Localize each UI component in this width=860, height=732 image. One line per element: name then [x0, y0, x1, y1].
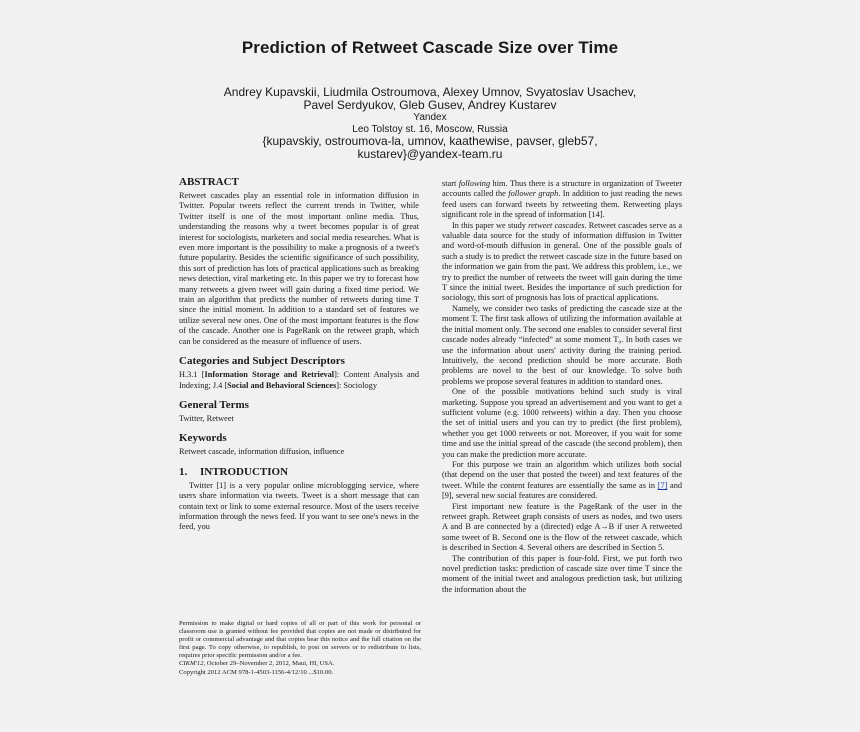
- right-paragraph-5: For this purpose we train an algorithm which utilizes both social (that depend on the user that posted the tweet) and text features of the tweet. While the content features are essentially the same as in [7] and [9], several new social features are considered.: [442, 459, 682, 501]
- emails-line-1: {kupavskiy, ostroumova-la, umnov, kaathewise, pavser, gleb57,: [262, 134, 598, 148]
- authors-line-1: Andrey Kupavskii, Liudmila Ostroumova, Alexey Umnov, Svyatoslav Usachev,: [223, 85, 637, 99]
- right-paragraph-6: First important new feature is the PageRank of the user in the retweet graph. Retweet graph consists of users as nodes, and two users A and B are connected by a (directed) edge A→B if user A retweeted some tweet of B. Second one is the flow of the retweet cascade, which is described in Section 4. Several others are described in Section 5.: [442, 501, 682, 553]
- right-paragraph-7: The contribution of this paper is four-fold. First, we put forth two novel prediction tasks: prediction of cascade size over time T since the moment of the initial tweet and analogous prediction task, but utilizing the information about the: [442, 553, 682, 594]
- author-block: [0, 86, 860, 161]
- right-paragraph-1: start following him. Thus there is a structure in organization of Tweeter accounts called the follower graph. In addition to just reading the news feed users can forward tweets by retweeting them. Retweeting plays significant role in the spread of information [14].: [442, 179, 683, 220]
- introduction-paragraph-1: Twitter [1] is a very popular online microblogging service, where users share information via tweets. Tweet is a short message that can contain text or link to some external resource. Most of the users receive information through the news feed. If you want to see one's news in the feed, you: [179, 480, 419, 532]
- emails-line-2: kustarev}@yandex-team.ru: [357, 147, 503, 161]
- categories-text: H.3.1 [Information Storage and Retrieval]: Content Analysis and Indexing; J.4 [Social and Behavioral Sciences]: Sociology: [179, 370, 420, 390]
- affiliation: Yandex: [413, 112, 447, 123]
- abstract-heading: ABSTRACT: [179, 176, 239, 188]
- right-paragraph-2: In this paper we study retweet cascades. Retweet cascades serve as a valuable data source for the study of information diffusion in Twitter and word-of-mouth diffusion in general. One of the possible goals of such a study is to predict the retweet cascade size in the future based on the information we gain from the past. We address this problem, i.e., we try to predict the number of retweets the tweet will gain during the time T since the initial tweet. Besides the importance of such prediction for sociology, this sort of prognosis has lots of practical applications.: [442, 220, 682, 303]
- general-terms-text: Twitter, Retweet: [179, 413, 234, 423]
- permission-footnote: [179, 620, 421, 677]
- categories-heading: Categories and Subject Descriptors: [179, 355, 345, 368]
- right-paragraph-4: One of the possible motivations behind such study is viral marketing. Suppose you spread an advertisement and you want to get a sufficient volume (e.g. 1000 retweets) within a day. Then you choose the set of initial users and you can try to predict (the first problem), whether you get 1000 retweets or not. Moreover, if you wait for some time and use the initial spread of the cascade (the second problem), then you can make the prediction more accurate.: [442, 387, 682, 459]
- copyright-line: Copyright 2012 ACM 978-1-4503-1156-4/12/10 ...$10.00.: [179, 668, 334, 676]
- right-paragraph-3: Namely, we consider two tasks of predicting the cascade size at the moment T. The first task allows of utilizing the information available at the initial moment only. The second one enables to consider several first cascade nodes already “infected” at some moment T₀. In both cases we use the information about users' activity during the training period. Intuitively, the second prediction should be more accurate. Both problems are novel to the best of our knowledge. To solve both problems we propose several features in addition to standard ones.: [442, 303, 682, 386]
- authors-line-2: Pavel Serdyukov, Gleb Gusev, Andrey Kustarev: [303, 98, 557, 112]
- right-column: [442, 179, 682, 595]
- left-column: [179, 176, 419, 533]
- conference-line: CIKM'12, October 29–November 2, 2012, Maui, HI, USA.: [179, 660, 335, 668]
- permission-text: Permission to make digital or hard copies of all or part of this work for personal or classroom use is granted without fee provided that copies are not made or distributed for profit or commercial advantage and that copies bear this notice and the full citation on the first page. To copy otherwise, to republish, to post on servers or to redistribute to lists, requires prior specific permission and/or a fee.: [179, 620, 421, 660]
- keywords-heading: Keywords: [179, 432, 227, 445]
- introduction-heading: 1. INTRODUCTION: [179, 465, 289, 478]
- general-terms-heading: General Terms: [179, 398, 249, 411]
- paper-title: Prediction of Retweet Cascade Size over Time: [241, 38, 619, 57]
- keywords-text: Retweet cascade, information diffusion, influence: [179, 447, 345, 457]
- address: Leo Tolstoy st. 16, Moscow, Russia: [352, 123, 508, 135]
- citation-link[interactable]: [7]: [657, 480, 668, 490]
- abstract-text: Retweet cascades play an essential role in information diffusion in Twitter. Popular tweets reflect the current trends in Twitter, while Twitter itself is one of the most important online media. Thus, understanding the reasons why a tweet becomes popular is of great interest for sociologists, marketers and social media researches. What is even more important is the possibility to make a prognosis of a tweet's future popularity. Besides the scientific significance of such possibility, this sort of prediction has lots of practical applications such as breaking news detection, viral marketing etc. In this paper we try to forecast how many retweets a given tweet will gain during a fixed time period. We train an algorithm that predicts the number of retweets during time T since the initial moment. In addition to a standard set of features we utilize several new ones. One of the most important features is the flow of the cascade. Another one is PageRank on the retweet graph, which can be considered as the measure of influence of users.: [179, 191, 419, 346]
